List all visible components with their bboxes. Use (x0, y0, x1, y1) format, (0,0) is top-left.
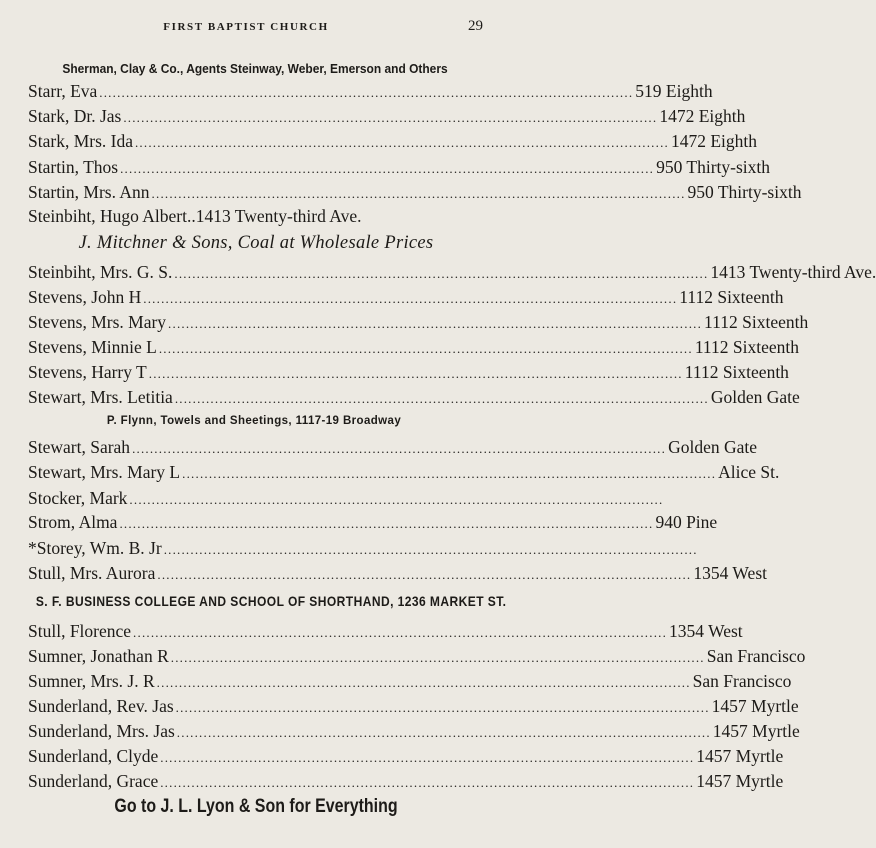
entry-name: Sumner, Mrs. J. R (28, 671, 155, 691)
entry-name: Stewart, Mrs. Mary L (28, 462, 181, 482)
directory-entry (28, 486, 664, 511)
leader-dots: ........................................................................................................................ (157, 567, 692, 582)
entry-name: Strom, Alma (28, 512, 118, 532)
entry-address: 950 Thirty-sixth (656, 157, 771, 177)
leader-dots: ........................................................................................................................ (120, 161, 655, 176)
entry-name: Stevens, Minnie L (28, 337, 157, 357)
leader-dots: ........................................................................................................................ (143, 291, 678, 306)
directory-entry (28, 360, 789, 385)
directory-entry (28, 180, 802, 205)
directory-entry (28, 719, 800, 744)
entry-name: Startin, Thos (28, 157, 119, 177)
entry-name: Sumner, Jonathan R (28, 646, 169, 666)
entry-address: San Francisco (706, 646, 806, 666)
directory-entry (28, 644, 806, 669)
leader-dots: ........................................................................................................................ (134, 135, 669, 150)
directory-entry (28, 694, 799, 719)
entry-name: Steinbiht, Hugo Albert.. (28, 206, 196, 226)
leader-dots: ........................................................................................................................ (132, 441, 667, 456)
entry-address: 1457 Myrtle (711, 696, 799, 716)
entry-name: Stevens, Harry T (28, 362, 147, 382)
directory-entry (28, 510, 718, 535)
leader-dots: ........................................................................................................................ (176, 725, 711, 740)
directory-entry (28, 385, 800, 410)
entry-address: 940 Pine (655, 512, 718, 532)
entry-address: 1457 Myrtle (696, 771, 784, 791)
directory-entry (28, 204, 484, 229)
directory-entry (28, 619, 743, 644)
entry-name: Stull, Mrs. Aurora (28, 563, 156, 583)
entry-name: Starr, Eva (28, 81, 98, 101)
leader-dots: ........................................................................................................................ (99, 85, 634, 100)
entry-address: 1354 West (669, 621, 743, 641)
entry-address: 1457 Myrtle (712, 721, 800, 741)
advertisement-sf-business-college: S. F. BUSINESS COLLEGE AND SCHOOL OF SHORTHAND, 1236 MARKET ST. (35, 593, 507, 609)
entry-address: 1413 Twenty-third Ave. (195, 206, 362, 226)
leader-dots: ........................................................................................................................ (160, 750, 695, 765)
entry-address: 950 Thirty-sixth (687, 182, 802, 202)
entry-name: Stocker, Mark (28, 488, 128, 508)
entry-name: Startin, Mrs. Ann (28, 182, 150, 202)
leader-dots: ........................................................................................................................ (151, 186, 686, 201)
leader-dots: ........................................................................................................................ (174, 391, 709, 406)
directory-entry (28, 310, 809, 335)
entry-address: 1112 Sixteenth (694, 337, 799, 357)
directory-entry (28, 460, 780, 485)
directory-entry (28, 744, 784, 769)
leader-dots: ........................................................................................................................ (160, 775, 695, 790)
directory-entry (28, 260, 876, 285)
entry-address: 1472 Eighth (659, 106, 746, 126)
leader-dots: ........................................................................................................................ (170, 650, 705, 665)
entry-address: San Francisco (692, 671, 792, 691)
entry-address: 1354 West (693, 563, 767, 583)
leader-dots: ........................................................................................................................ (148, 366, 683, 381)
directory-entry (28, 769, 784, 794)
directory-entry (28, 285, 784, 310)
leader-dots: ........................................................................................................................ (156, 675, 691, 690)
entry-address: 1112 Sixteenth (704, 312, 809, 332)
entry-address: Alice St. (718, 462, 780, 482)
entry-name: Sunderland, Clyde (28, 746, 159, 766)
leader-dots: ........................................................................................................................ (119, 516, 654, 531)
directory-entry (28, 435, 757, 460)
page-header-title: FIRST BAPTIST CHURCH (163, 21, 329, 33)
directory-entry (28, 129, 758, 154)
entry-address: 1472 Eighth (670, 131, 758, 151)
entry-name: Stewart, Sarah (28, 437, 131, 457)
entry-name: Stevens, Mrs. Mary (28, 312, 167, 332)
leader-dots: ........................................................................................................................ (129, 492, 664, 507)
leader-dots: ........................................................................................................................ (163, 542, 698, 557)
entry-name: *Storey, Wm. B. Jr (28, 538, 162, 558)
directory-entry (28, 335, 799, 360)
advertisement-mitchner-coal: J. Mitchner & Sons, Coal at Wholesale Prices (78, 233, 434, 253)
leader-dots: ........................................................................................................................ (175, 700, 710, 715)
entry-address: 1112 Sixteenth (679, 287, 784, 307)
leader-dots: ........................................................................................................................ (182, 466, 717, 481)
entry-address: 519 Eighth (635, 81, 713, 101)
entry-address: 1413 Twenty-third Ave. (710, 262, 876, 282)
entry-name: Stark, Mrs. Ida (28, 131, 133, 151)
advertisement-sherman-clay: Sherman, Clay & Co., Agents Steinway, Weber, Emerson and Others (62, 61, 448, 76)
entry-name: Stull, Florence (28, 621, 132, 641)
leader-dots: ........................................................................................................................ (168, 316, 703, 331)
page-number: 29 (468, 18, 483, 34)
leader-dots: ........................................................................................................................ (158, 341, 693, 356)
directory-entry (28, 79, 713, 104)
entry-address: 1457 Myrtle (696, 746, 784, 766)
advertisement-lyon-son: Go to J. L. Lyon & Son for Everything (114, 796, 398, 817)
entry-name: Stark, Dr. Jas (28, 106, 122, 126)
entry-name: Stewart, Mrs. Letitia (28, 387, 173, 407)
directory-entry (28, 669, 792, 694)
leader-dots: ........................................................................................................................ (174, 266, 709, 281)
entry-address: 1112 Sixteenth (684, 362, 789, 382)
entry-address: Golden Gate (668, 437, 757, 457)
directory-entry (28, 561, 767, 586)
leader-dots: ........................................................................................................................ (133, 625, 668, 640)
entry-name: Sunderland, Grace (28, 771, 159, 791)
entry-name: Steinbiht, Mrs. G. S. (28, 262, 173, 282)
entry-name: Sunderland, Mrs. Jas (28, 721, 175, 741)
entry-address: Golden Gate (710, 387, 800, 407)
leader-dots: ........................................................................................................................ (123, 110, 658, 125)
directory-entry (28, 536, 698, 561)
entry-name: Sunderland, Rev. Jas (28, 696, 174, 716)
entry-name: Stevens, John H (28, 287, 142, 307)
directory-entry (28, 104, 746, 129)
advertisement-flynn-towels: P. Flynn, Towels and Sheetings, 1117-19 Broadway (106, 415, 402, 427)
directory-entry (28, 155, 771, 180)
